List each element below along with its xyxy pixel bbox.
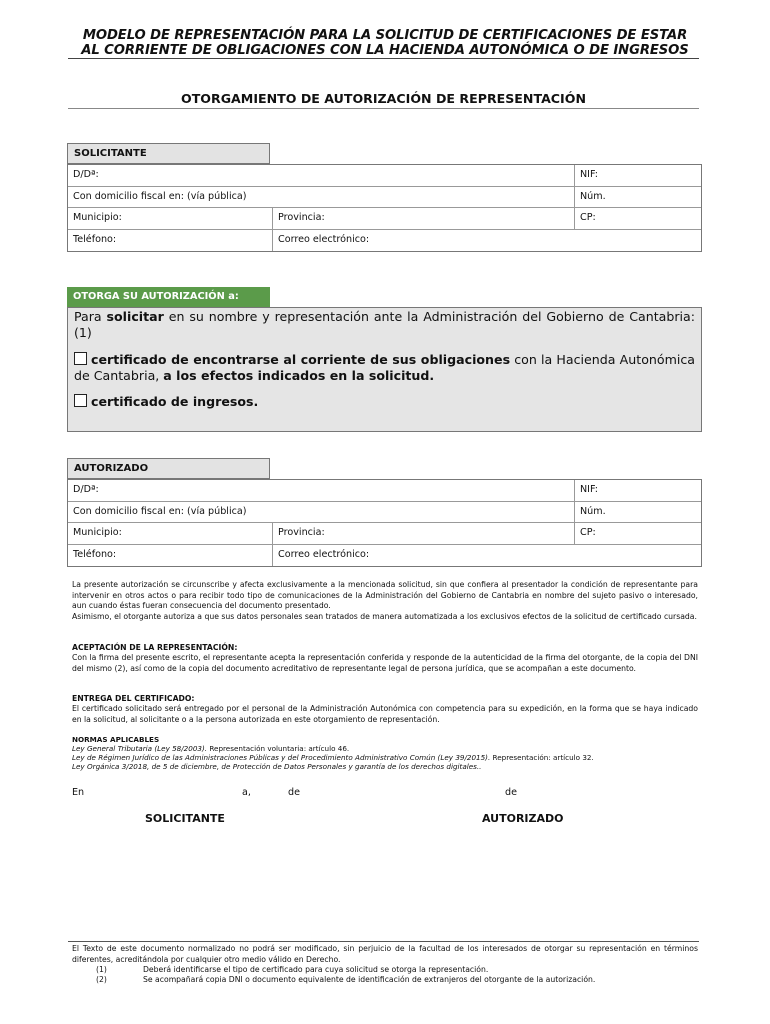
place-label: En: [72, 787, 85, 798]
footnote-2-number: (2): [96, 975, 107, 984]
header-divider: [68, 58, 699, 59]
solicitante-nif-label: NIF:: [580, 169, 599, 180]
checkbox-certificado-corriente[interactable]: [74, 352, 87, 365]
solicitante-telefono-label: Teléfono:: [73, 233, 117, 245]
solicitante-correo-label: Correo electrónico:: [278, 233, 370, 245]
date-de-label-1: de: [288, 787, 300, 798]
solicitante-nif-field[interactable]: [574, 165, 701, 186]
date-a-label: a,: [242, 787, 251, 798]
normas-title: NORMAS APLICABLES: [72, 735, 160, 744]
legal-paragraph-1: La presente autorización se circunscribe y afecta exclusivamente a la mencionada solicitud, sin que confiera al presentador la condición de representante para intervenir en otros actos o para recibir todo tipo de comunicaciones de la Administración del Gobierno de Cantabria en nombre del sujeto pasivo o interesado, aun cuando éstas fueran consecuencia del documento presentado.: [72, 580, 698, 610]
autorizado-correo-field[interactable]: [272, 545, 701, 567]
footer-text: El Texto de este documento normalizado no podrá ser modificado, sin perjuicio de la facultad de los interesados de otorgar su representación en términos diferentes, acreditándola por cualquier otro medio válido en Derecho.: [72, 944, 698, 964]
norma-1-law: Ley General Tributaria (Ley 58/2003).: [72, 744, 208, 753]
footnote-1-text: Deberá identificarse el tipo de certificado para cuya solicitud se otorga la representación.: [143, 965, 489, 974]
autorizado-nif-field[interactable]: [574, 480, 701, 501]
solicitante-name-field[interactable]: [68, 165, 574, 186]
header-line-1: MODELO DE REPRESENTACIÓN PARA LA SOLICITUD DE CERTIFICACIONES DE ESTAR: [82, 28, 688, 43]
autorizado-telefono-field[interactable]: [68, 545, 272, 567]
solicitante-row-telefono: [68, 230, 701, 252]
autorizado-municipio-field[interactable]: [68, 523, 272, 544]
otorga-intro-post: en su nombre y representación ante la Administración del Gobierno de Cantabria: (1): [74, 309, 695, 340]
solicitante-provincia-label: Provincia:: [278, 212, 325, 223]
solicitante-cp-label: CP:: [580, 212, 596, 223]
solicitante-tag: SOLICITANTE: [67, 143, 270, 164]
solicitante-telefono-field[interactable]: [68, 230, 272, 252]
footnote-2-text: Se acompañará copia DNI o documento equivalente de identificación de extranjeros del otorgante de la autorización.: [143, 975, 596, 984]
otorga-option-2: [74, 394, 695, 410]
autorizado-row-domicilio: [68, 502, 701, 524]
solicitante-num-field[interactable]: [574, 187, 701, 208]
autorizado-name-label: D/Dª:: [73, 484, 99, 495]
norma-2-article: Representación: artículo 32.: [490, 753, 594, 762]
signature-solicitante: SOLICITANTE: [145, 812, 225, 825]
option1-bold2: a los efectos indicados en la solicitud.: [163, 368, 435, 383]
autorizado-name-field[interactable]: [68, 480, 574, 501]
otorga-box: [67, 307, 702, 432]
checkbox-certificado-ingresos[interactable]: [74, 394, 87, 407]
autorizado-telefono-label: Teléfono:: [73, 548, 117, 560]
autorizado-row-name: [68, 480, 701, 502]
page-subtitle: OTORGAMIENTO DE AUTORIZACIÓN DE REPRESENTACIÓN: [181, 91, 586, 106]
date-de-label-2: de: [505, 787, 517, 798]
solicitante-provincia-field[interactable]: [272, 208, 574, 229]
autorizado-domicilio-label: Con domicilio fiscal en: (vía pública): [73, 505, 247, 517]
entrega-text: El certificado solicitado será entregado por el personal de la Administración Autonómica con competencia para su expedición, en la forma que se haya indicado en la solicitud, al solicitante o a la persona autorizada en este otorgamiento de representación.: [72, 704, 698, 724]
solicitante-domicilio-field[interactable]: [68, 187, 574, 208]
solicitante-municipio-label: Municipio:: [73, 212, 122, 223]
legal-paragraph-2: Asimismo, el otorgante autoriza a que sus datos personales sean tratados de manera automatizada a los exclusivos efectos de la solicitud de certificado cursada.: [72, 612, 697, 621]
otorga-intro: [74, 309, 695, 341]
autorizado-provincia-field[interactable]: [272, 523, 574, 544]
autorizado-num-field[interactable]: [574, 502, 701, 523]
otorga-option-1: [74, 352, 695, 384]
solicitante-num-label: Núm.: [580, 190, 606, 202]
solicitante-name-label: D/Dª:: [73, 169, 99, 180]
autorizado-nif-label: NIF:: [580, 484, 599, 495]
header-line-2: AL CORRIENTE DE OBLIGACIONES CON LA HACIENDA AUTONÓMICA O DE INGRESOS: [81, 43, 689, 58]
otorga-intro-pre: Para: [74, 309, 107, 324]
option1-bold: certificado de encontrarse al corriente de sus obligaciones: [91, 352, 511, 367]
autorizado-provincia-label: Provincia:: [278, 527, 325, 538]
entrega-title: ENTREGA DEL CERTIFICADO:: [72, 694, 195, 703]
solicitante-row-municipio: [68, 208, 701, 230]
autorizado-row-municipio: [68, 523, 701, 545]
aceptacion-text: Con la firma del presente escrito, el representante acepta la representación conferida y responde de la autenticidad de la firma del otorgante, de la copia del DNI del mismo (2), así como de la copia del documento acreditativo de representante legal de persona jurídica, que se acompañan a este documento.: [72, 653, 698, 673]
solicitante-row-name: [68, 165, 701, 187]
autorizado-num-label: Núm.: [580, 505, 606, 517]
solicitante-correo-field[interactable]: [272, 230, 701, 252]
solicitante-row-domicilio: [68, 187, 701, 209]
option2-bold: certificado de ingresos.: [91, 394, 259, 409]
autorizado-table: [67, 479, 702, 567]
autorizado-tag: AUTORIZADO: [67, 458, 270, 479]
autorizado-correo-label: Correo electrónico:: [278, 548, 370, 560]
autorizado-cp-label: CP:: [580, 527, 596, 538]
norma-3: Ley Orgánica 3/2018, de 5 de diciembre, de Protección de Datos Personales y garantía de los derechos digitales..: [72, 762, 482, 771]
solicitante-table: [67, 164, 702, 252]
solicitante-domicilio-label: Con domicilio fiscal en: (vía pública): [73, 190, 247, 202]
autorizado-row-telefono: [68, 545, 701, 567]
option1-post: con la Hacienda Autonómica de Cantabria,: [74, 352, 695, 383]
autorizado-domicilio-field[interactable]: [68, 502, 574, 523]
subtitle-divider: [68, 108, 699, 109]
autorizado-cp-field[interactable]: [574, 523, 701, 544]
signature-autorizado: AUTORIZADO: [482, 812, 564, 825]
footer-divider: [68, 941, 699, 942]
solicitante-cp-field[interactable]: [574, 208, 701, 229]
norma-1-article: Representación voluntaria: artículo 46.: [207, 744, 350, 753]
norma-2-law: Ley de Régimen Jurídico de las Administraciones Públicas y del Procedimiento Administrativo Común (Ley 39/2015).: [72, 753, 491, 762]
autorizado-municipio-label: Municipio:: [73, 527, 122, 538]
footnote-1-number: (1): [96, 965, 107, 974]
aceptacion-title: ACEPTACIÓN DE LA REPRESENTACIÓN:: [72, 643, 238, 652]
otorga-intro-bold: solicitar: [106, 309, 164, 324]
solicitante-municipio-field[interactable]: [68, 208, 272, 229]
otorga-tag: OTORGA SU AUTORIZACIÓN a:: [67, 287, 270, 307]
